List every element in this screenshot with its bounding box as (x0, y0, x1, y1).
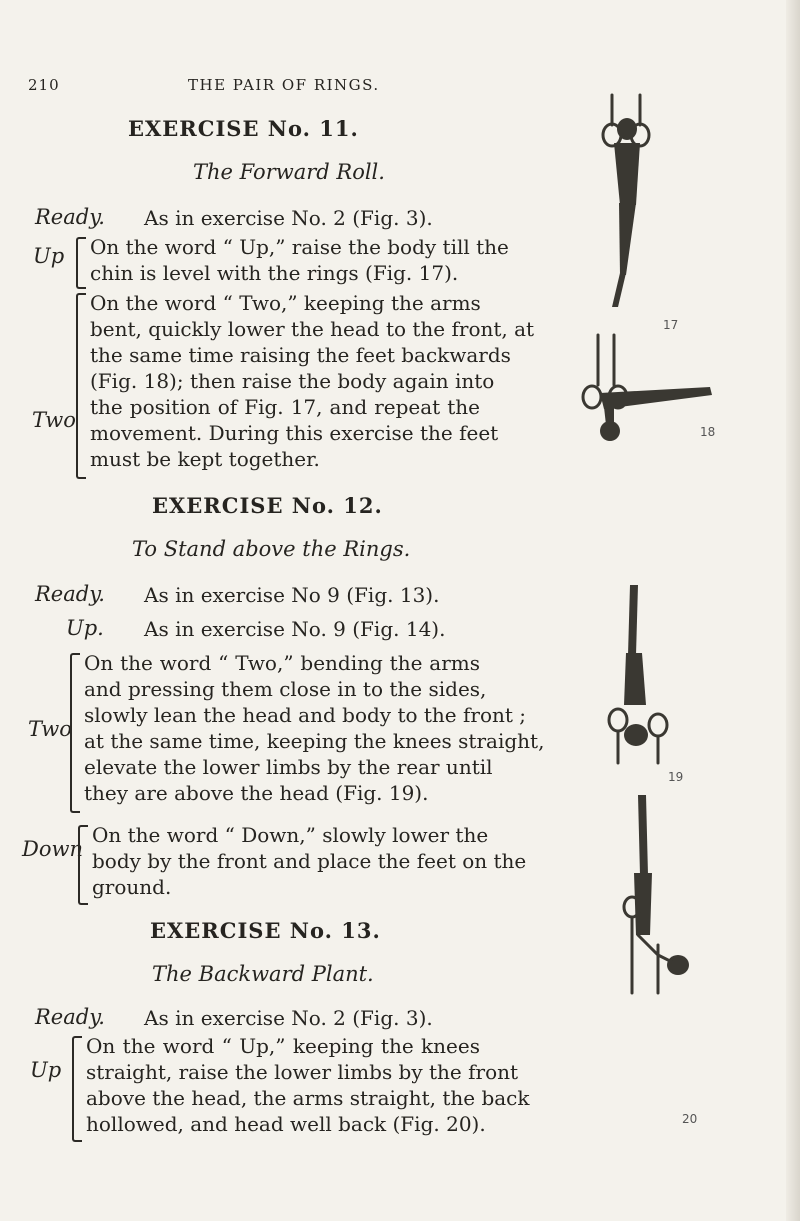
ex13-ready-text: As in exercise No. 2 (Fig. 3). (144, 1006, 433, 1030)
ex12-down-line-3: ground. (92, 875, 172, 899)
ex11-ready-label: Ready. (35, 205, 105, 229)
ex13-up-line-2: straight, raise the lower limbs by the front (86, 1060, 519, 1084)
ex12-ready-text: As in exercise No 9 (Fig. 13). (144, 583, 440, 607)
figure-17-illustration (590, 95, 680, 325)
ex12-two-line-6: they are above the head (Fig. 19). (84, 781, 429, 805)
exercise-11-subtitle: The Forward Roll. (193, 160, 385, 184)
ex12-two-line-4: at the same time, keeping the knees straight, (84, 729, 545, 753)
ex12-down-brace (78, 825, 88, 905)
figure-18-illustration (570, 335, 720, 445)
ex12-down-line-2: body by the front and place the feet on the (92, 849, 527, 873)
ex13-up-line-1: On the word “ Up,” keeping the knees (86, 1034, 480, 1058)
ex13-up-line-4: hollowed, and head well back (Fig. 20). (86, 1112, 486, 1136)
ex11-two-line-2: bent, quickly lower the head to the front, at (90, 317, 535, 341)
ex11-two-line-1: On the word “ Two,” keeping the arms (90, 291, 481, 315)
ex11-up-line-2: chin is level with the rings (Fig. 17). (90, 261, 459, 285)
ex11-up-label: Up (33, 244, 65, 268)
ex12-two-line-3: slowly lean the head and body to the front ; (84, 703, 527, 727)
ex12-two-line-2: and pressing them close in to the sides, (84, 677, 487, 701)
ex11-two-line-5: the position of Fig. 17, and repeat the (90, 395, 480, 419)
ex11-ready-text: As in exercise No. 2 (Fig. 3). (144, 206, 433, 230)
exercise-12-subtitle: To Stand above the Rings. (132, 537, 411, 561)
figure-19-illustration (600, 585, 700, 765)
ex11-two-label: Two (32, 408, 76, 432)
ex12-up-label: Up. (66, 616, 104, 640)
figure-17-number: 17 (663, 318, 679, 332)
ex13-ready-label: Ready. (35, 1005, 105, 1029)
ex12-two-line-5: elevate the lower limbs by the rear until (84, 755, 493, 779)
ex13-up-label: Up (30, 1058, 62, 1082)
ex11-two-brace (76, 293, 86, 479)
exercise-13-heading: EXERCISE No. 13. (150, 918, 381, 943)
ex12-ready-label: Ready. (35, 582, 105, 606)
figure-20-number: 20 (682, 1112, 698, 1126)
ex12-down-line-1: On the word “ Down,” slowly lower the (92, 823, 489, 847)
ex11-two-line-6: movement. During this exercise the feet (90, 421, 499, 445)
ex11-two-line-7: must be kept together. (90, 447, 320, 471)
running-head: THE PAIR OF RINGS. (188, 76, 380, 94)
ex12-two-brace (70, 653, 80, 813)
figure-19-number: 19 (668, 770, 684, 784)
exercise-11-heading: EXERCISE No. 11. (128, 116, 359, 141)
figure-20-illustration (618, 795, 718, 995)
exercise-12-heading: EXERCISE No. 12. (152, 493, 383, 518)
ex11-up-line-1: On the word “ Up,” raise the body till the (90, 235, 509, 259)
ex13-up-line-3: above the head, the arms straight, the back (86, 1086, 530, 1110)
page-number: 210 (28, 76, 60, 94)
ex11-two-line-3: the same time raising the feet backwards (90, 343, 511, 367)
ex12-up-text: As in exercise No. 9 (Fig. 14). (144, 617, 446, 641)
ex13-up-brace (72, 1036, 82, 1142)
ex12-down-label: Down (22, 837, 83, 861)
ex11-up-brace (76, 237, 86, 289)
page-edge (786, 0, 800, 1221)
figure-18-number: 18 (700, 425, 716, 439)
ex12-two-line-1: On the word “ Two,” bending the arms (84, 651, 480, 675)
ex11-two-line-4: (Fig. 18); then raise the body again into (90, 369, 495, 393)
exercise-13-subtitle: The Backward Plant. (152, 962, 374, 986)
ex12-two-label: Two (28, 717, 72, 741)
